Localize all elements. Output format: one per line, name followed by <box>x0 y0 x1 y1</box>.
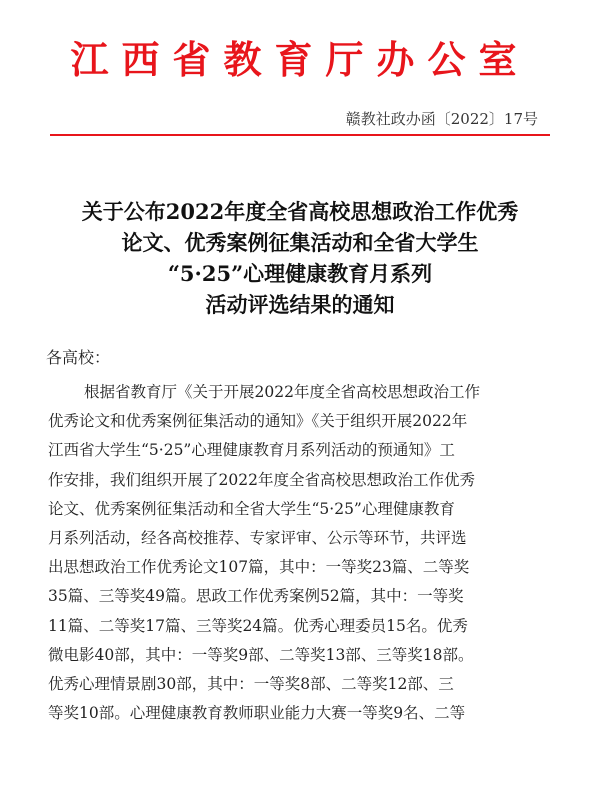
body-line: 江西省大学生“5·25”心理健康教育月系列活动的预通知》工 <box>48 441 455 460</box>
body-line: 论文、优秀案例征集活动和全省大学生“5·25”心理健康教育 <box>48 499 455 518</box>
issuing-office-header: 江西省教育厅办公室 <box>70 38 530 82</box>
body-line: 优秀论文和优秀案例征集活动的通知》《关于组织开展2022年 <box>48 412 468 431</box>
notice-title <box>0 196 600 320</box>
header-divider <box>50 134 550 136</box>
body-line: 出思想政治工作优秀论文107篇，其中：一等奖23篇、二等奖 <box>48 558 470 577</box>
body-line: 35篇、三等奖49篇。思政工作优秀案例52篇，其中：一等奖 <box>48 587 464 606</box>
title-line: 关于公布2022年度全省高校思想政治工作优秀 <box>81 199 519 224</box>
body-paragraph <box>48 378 558 728</box>
body-line: 等奖10部。心理健康教育教师职业能力大赛一等奖9名、二等 <box>48 704 466 723</box>
salutation: 各高校： <box>46 348 111 367</box>
title-line: “5·25”心理健康教育月系列 <box>167 261 433 286</box>
body-line: 微电影40部，其中：一等奖9部、二等奖13部、三等奖18部。 <box>48 645 474 664</box>
body-line: 月系列活动，经各高校推荐、专家评审、公示等环节，共评选 <box>48 529 467 548</box>
title-line: 论文、优秀案例征集活动和全省大学生 <box>121 230 479 255</box>
document-number: 赣教社政办函〔2022〕17号 <box>345 110 538 128</box>
body-line: 11篇、二等奖17篇、三等奖24篇。优秀心理委员15名。优秀 <box>48 616 468 635</box>
body-line: 根据省教育厅《关于开展2022年度全省高校思想政治工作 <box>84 383 480 401</box>
body-line: 优秀心理情景剧30部，其中：一等奖8部、二等奖12部、三 <box>48 675 454 694</box>
body-line: 作安排，我们组织开展了2022年度全省高校思想政治工作优秀 <box>48 470 475 489</box>
title-line: 活动评选结果的通知 <box>205 292 395 317</box>
